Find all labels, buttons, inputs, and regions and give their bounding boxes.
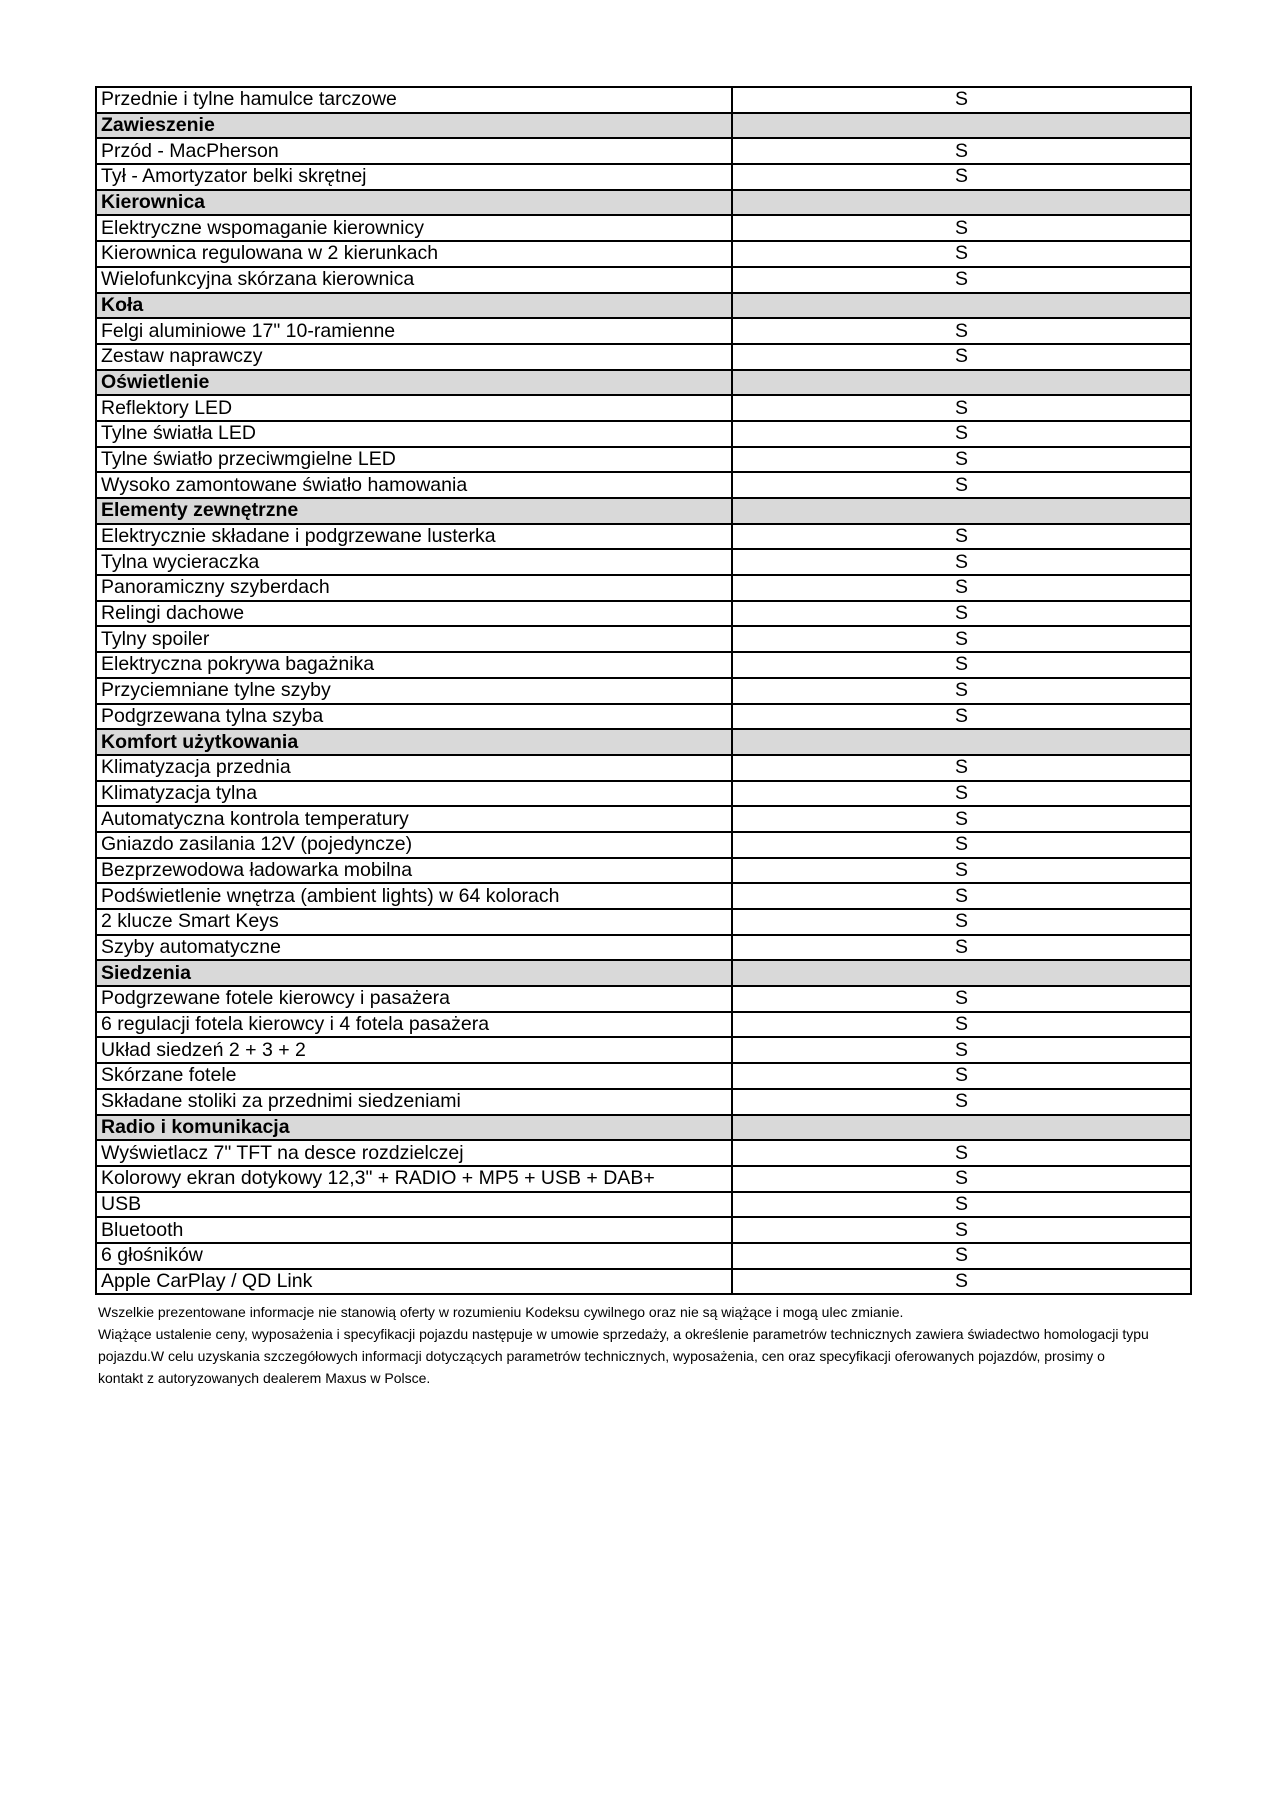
table-row <box>96 909 1191 935</box>
section-header-row <box>96 960 1191 986</box>
availability-cell: S <box>732 87 1191 113</box>
disclaimer-line: Wiążące ustalenie ceny, wyposażenia i specyfikacji pojazdu następuje w umowie sprzedaży, a określenie parametrów technicznych zawiera świadectwo homologacji typu <box>98 1326 1149 1343</box>
table-row <box>96 1140 1191 1166</box>
feature-label: Tylny spoiler <box>96 626 732 652</box>
availability-cell <box>732 113 1191 139</box>
section-title: Zawieszenie <box>96 113 732 139</box>
feature-label: Wysoko zamontowane światło hamowania <box>96 472 732 498</box>
feature-label: Szyby automatyczne <box>96 935 732 961</box>
availability-cell: S <box>732 652 1191 678</box>
feature-label: Przednie i tylne hamulce tarczowe <box>96 87 732 113</box>
table-row <box>96 447 1191 473</box>
table-row <box>96 524 1191 550</box>
table-row <box>96 241 1191 267</box>
section-title: Oświetlenie <box>96 370 732 396</box>
availability-cell: S <box>732 138 1191 164</box>
feature-label: Przód - MacPherson <box>96 138 732 164</box>
availability-cell: S <box>732 421 1191 447</box>
table-row <box>96 704 1191 730</box>
feature-label: Automatyczna kontrola temperatury <box>96 806 732 832</box>
availability-cell: S <box>732 858 1191 884</box>
feature-label: Składane stoliki za przednimi siedzeniami <box>96 1089 732 1115</box>
spec-page <box>95 86 1192 1389</box>
availability-cell: S <box>732 1166 1191 1192</box>
section-header-row <box>96 113 1191 139</box>
table-row <box>96 832 1191 858</box>
availability-cell: S <box>732 832 1191 858</box>
section-title: Radio i komunikacja <box>96 1115 732 1141</box>
feature-label: Układ siedzeń 2 + 3 + 2 <box>96 1037 732 1063</box>
disclaimer-line: kontakt z autoryzowanych dealerem Maxus w Polsce. <box>98 1370 431 1387</box>
availability-cell: S <box>732 704 1191 730</box>
availability-cell: S <box>732 549 1191 575</box>
section-title: Kierownica <box>96 190 732 216</box>
availability-cell: S <box>732 241 1191 267</box>
feature-label: Skórzane fotele <box>96 1063 732 1089</box>
table-row <box>96 652 1191 678</box>
table-row <box>96 421 1191 447</box>
availability-cell: S <box>732 1243 1191 1269</box>
availability-cell <box>732 498 1191 524</box>
disclaimer-line: Wszelkie prezentowane informacje nie stanowią oferty w rozumieniu Kodeksu cywilnego oraz nie są wiążące i mogą ulec zmianie. <box>98 1304 904 1321</box>
feature-label: Reflektory LED <box>96 395 732 421</box>
feature-label: Tylne światła LED <box>96 421 732 447</box>
table-row <box>96 344 1191 370</box>
table-row <box>96 678 1191 704</box>
section-title: Elementy zewnętrzne <box>96 498 732 524</box>
availability-cell: S <box>732 1063 1191 1089</box>
feature-label: Gniazdo zasilania 12V (pojedyncze) <box>96 832 732 858</box>
feature-label: Klimatyzacja tylna <box>96 781 732 807</box>
availability-cell: S <box>732 447 1191 473</box>
availability-cell: S <box>732 678 1191 704</box>
table-row <box>96 138 1191 164</box>
table-row <box>96 781 1191 807</box>
feature-label: Wielofunkcyjna skórzana kierownica <box>96 267 732 293</box>
section-header-row <box>96 293 1191 319</box>
table-row <box>96 1037 1191 1063</box>
availability-cell: S <box>732 806 1191 832</box>
availability-cell: S <box>732 909 1191 935</box>
feature-label: Bezprzewodowa ładowarka mobilna <box>96 858 732 884</box>
availability-cell: S <box>732 215 1191 241</box>
availability-cell: S <box>732 1192 1191 1218</box>
table-row <box>96 1192 1191 1218</box>
feature-label: Podgrzewane fotele kierowcy i pasażera <box>96 986 732 1012</box>
availability-cell: S <box>732 1140 1191 1166</box>
availability-cell: S <box>732 935 1191 961</box>
feature-label: Tył - Amortyzator belki skrętnej <box>96 164 732 190</box>
table-row <box>96 1012 1191 1038</box>
availability-cell: S <box>732 883 1191 909</box>
feature-label: Podświetlenie wnętrza (ambient lights) w 64 kolorach <box>96 883 732 909</box>
availability-cell: S <box>732 1037 1191 1063</box>
availability-cell: S <box>732 1217 1191 1243</box>
table-row <box>96 1089 1191 1115</box>
table-row <box>96 986 1191 1012</box>
feature-label: Panoramiczny szyberdach <box>96 575 732 601</box>
availability-cell: S <box>732 318 1191 344</box>
table-row <box>96 806 1191 832</box>
availability-cell: S <box>732 575 1191 601</box>
feature-label: Tylna wycieraczka <box>96 549 732 575</box>
table-row <box>96 267 1191 293</box>
availability-cell: S <box>732 524 1191 550</box>
feature-label: Felgi aluminiowe 17" 10-ramienne <box>96 318 732 344</box>
feature-label: Kierownica regulowana w 2 kierunkach <box>96 241 732 267</box>
table-row <box>96 1063 1191 1089</box>
feature-label: Przyciemniane tylne szyby <box>96 678 732 704</box>
section-title: Siedzenia <box>96 960 732 986</box>
feature-label: Wyświetlacz 7" TFT na desce rozdzielczej <box>96 1140 732 1166</box>
availability-cell: S <box>732 1269 1191 1295</box>
feature-label: Relingi dachowe <box>96 601 732 627</box>
disclaimer-notes <box>95 1301 1195 1389</box>
table-row <box>96 1166 1191 1192</box>
section-header-row <box>96 190 1191 216</box>
table-row <box>96 575 1191 601</box>
spec-table-body <box>96 87 1191 1294</box>
section-header-row <box>96 498 1191 524</box>
equipment-spec-table <box>95 86 1192 1295</box>
availability-cell <box>732 960 1191 986</box>
table-row <box>96 164 1191 190</box>
table-row <box>96 883 1191 909</box>
availability-cell: S <box>732 395 1191 421</box>
availability-cell: S <box>732 986 1191 1012</box>
table-row <box>96 472 1191 498</box>
availability-cell <box>732 1115 1191 1141</box>
table-row <box>96 858 1191 884</box>
feature-label: Klimatyzacja przednia <box>96 755 732 781</box>
section-header-row <box>96 370 1191 396</box>
availability-cell <box>732 293 1191 319</box>
feature-label: 6 głośników <box>96 1243 732 1269</box>
table-row <box>96 601 1191 627</box>
availability-cell: S <box>732 601 1191 627</box>
feature-label: Elektryczne wspomaganie kierownicy <box>96 215 732 241</box>
feature-label: Podgrzewana tylna szyba <box>96 704 732 730</box>
feature-label: USB <box>96 1192 732 1218</box>
feature-label: Kolorowy ekran dotykowy 12,3" + RADIO + MP5 + USB + DAB+ <box>96 1166 732 1192</box>
disclaimer-line: pojazdu.W celu uzyskania szczegółowych informacji dotyczących parametrów technicznych, wyposażenia, cen oraz specyfikacji oferowanych pojazdów, prosimy o <box>98 1348 1105 1365</box>
availability-cell: S <box>732 755 1191 781</box>
feature-label: 6 regulacji fotela kierowcy i 4 fotela pasażera <box>96 1012 732 1038</box>
table-row <box>96 935 1191 961</box>
table-row <box>96 755 1191 781</box>
availability-cell <box>732 729 1191 755</box>
section-header-row <box>96 729 1191 755</box>
feature-label: Bluetooth <box>96 1217 732 1243</box>
availability-cell: S <box>732 164 1191 190</box>
availability-cell: S <box>732 1012 1191 1038</box>
feature-label: Elektryczna pokrywa bagażnika <box>96 652 732 678</box>
availability-cell <box>732 370 1191 396</box>
feature-label: Elektrycznie składane i podgrzewane lusterka <box>96 524 732 550</box>
table-row <box>96 395 1191 421</box>
table-row <box>96 1243 1191 1269</box>
table-row <box>96 87 1191 113</box>
feature-label: Tylne światło przeciwmgielne LED <box>96 447 732 473</box>
table-row <box>96 318 1191 344</box>
table-row <box>96 626 1191 652</box>
section-header-row <box>96 1115 1191 1141</box>
table-row <box>96 549 1191 575</box>
availability-cell: S <box>732 626 1191 652</box>
availability-cell <box>732 190 1191 216</box>
availability-cell: S <box>732 1089 1191 1115</box>
availability-cell: S <box>732 781 1191 807</box>
table-row <box>96 1217 1191 1243</box>
feature-label: Apple CarPlay / QD Link <box>96 1269 732 1295</box>
section-title: Komfort użytkowania <box>96 729 732 755</box>
section-title: Koła <box>96 293 732 319</box>
availability-cell: S <box>732 472 1191 498</box>
table-row <box>96 215 1191 241</box>
availability-cell: S <box>732 267 1191 293</box>
table-row <box>96 1269 1191 1295</box>
feature-label: 2 klucze Smart Keys <box>96 909 732 935</box>
feature-label: Zestaw naprawczy <box>96 344 732 370</box>
availability-cell: S <box>732 344 1191 370</box>
